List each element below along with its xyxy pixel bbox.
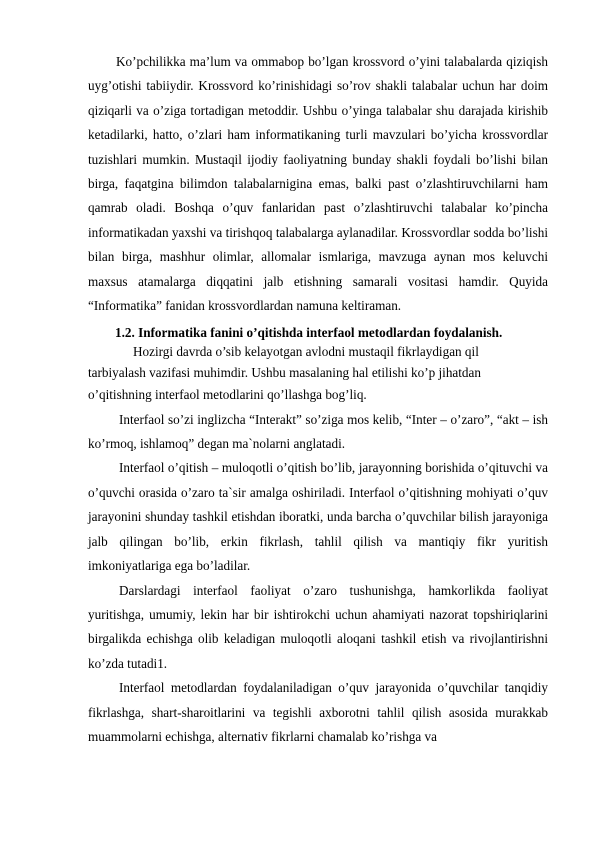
paragraph-crossword-intro: Ko’pchilikka ma’lum va ommabop bo’lgan krossvord o’yini talabalarda qiziqish uyg’otishi tabiiydir. Krossvord ko’rinishidagi so’rov shakli talabalar uchun har doim qiziqarli va o’ziga tortadigan metoddir. Ushbu o’yinga talabalar shu darajada kirishib ketadilarki, hatto, o’zlari ham informatikaning turli mavzulari bo’yicha krossvordlar tuzishlari mumkin. Mustaqil ijodiy faoliyatning bunday shakli foydali bo’lishi bilan birga, faqatgina bilimdon talabalarnigina emas, balki past o’zlashtiruvchilarni ham qamrab oladi. Boshqa o’quv fanlaridan past o’zlashtiruvchi talabalar ko’pincha informatikadan yaxshi va tirishqoq talabalarga aylanadilar. Krossvordlar sodda bo’lishi bilan birga, mashhur olimlar, allomalar ismlariga, mavzuga aynan mos keluvchi maxsus atamalarga diqqatini jalb etishning samarali vositasi hamdir. Quyida “Informatika” fanidan krossvordlardan namuna keltiraman. [88,54,548,314]
paragraph-interactive-teaching: Interfaol o’qitish – muloqotli o’qitish bo’lib, jarayonning borishida o’qituvchi va o’quvchi orasida o’zaro ta`sir amalga oshiriladi. Interfaol o’qitishning mohiyati o’quv jarayonini shunday tashkil etishdan iboratki, unda barcha o’quvchilar bilish jarayoniga jalb qilingan bo’lib, erkin fikrlash, tahlil qilish va mantiqiy fikr yuritish imkoniyatlariga ega bo’ladilar. [88,460,548,574]
paragraph-lesson-activity: Darslardagi interfaol faoliyat o’zaro tushunishga, hamkorlikda faoliyat yuritishga, umumiy, lekin har bir ishtirokchi uchun ahamiyati nazorat topshiriqlarini birgalikda echishga olib keladigan muloqotli aloqani tashkil etish va rivojlantirishni ko’zda tutadi1. [88,582,548,671]
paragraph-current-era-line1: Hozirgi davrda o’sib kelayotgan avlodni mustaqil fikrlaydigan qil [133,344,479,360]
section-heading: 1.2. Informatika fanini o’qitishda interfaol metodlardan foydalanish. [115,325,503,341]
paragraph-interfaol-definition: Interfaol so’zi inglizcha “Interakt” so’ziga mos kelib, “Inter – o’zaro”, “akt – ish ko’rmoq, ishlamoq” degan ma`nolarni anglatadi. [88,411,548,452]
paragraph-interactive-methods: Interfaol metodlardan foydalaniladigan o’quv jarayonida o’quvchilar tanqidiy fikrlashga, shart-sharoitlarini va tegishli axborotni tahlil qilish asosida murakkab muammolarni echishga, alternativ fikrlarni chamalab ko’rishga va [88,680,548,744]
document-page [88,50,548,749]
paragraph-current-era-line3: o’qitishning interfaol metodlarini qo’llashga bog’liq. [88,387,367,403]
paragraph-current-era-line2: tarbiyalash vazifasi muhimdir. Ushbu masalaning hal etilishi ko’p jihatdan [88,365,481,381]
